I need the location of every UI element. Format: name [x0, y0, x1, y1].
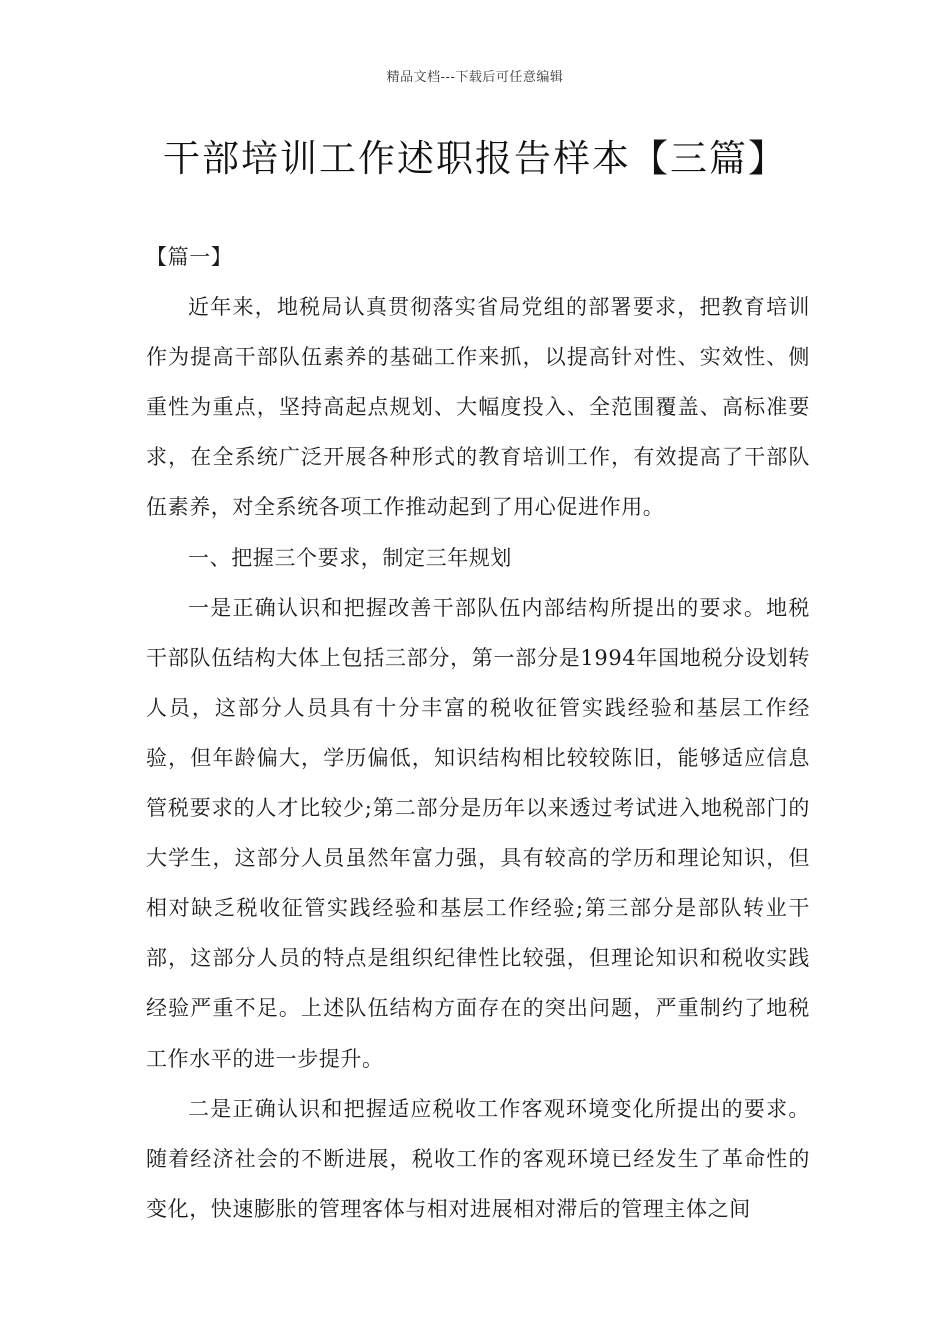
- paragraph-second-requirement: 二是正确认识和把握适应税收工作客观环境变化所提出的要求。随着经济社会的不断进展，税收工作的客观环境已经发生了革命性的变化，快速膨胀的管理客体与相对进展相对滞后的管理主体之间: [146, 1096, 810, 1221]
- header-note: 精品文档---下载后可任意编辑: [386, 70, 564, 85]
- section-label: 【篇一】: [146, 245, 233, 269]
- paragraph-intro: 近年来，地税局认真贯彻落实省局党组的部署要求，把教育培训作为提高干部队伍素养的基础工作来抓，以提高针对性、实效性、侧重性为重点，坚持高起点规划、大幅度投入、全范围覆盖、高标准要求，在全系统广泛开展各种形式的教育培训工作，有效提高了干部队伍素养，对全系统各项工作推动起到了用心促进作用。: [146, 295, 810, 520]
- paragraph-first-requirement: 一是正确认识和把握改善干部队伍内部结构所提出的要求。地税干部队伍结构大体上包括三部分，第一部分是1994年国地税分设划转人员，这部分人员具有十分丰富的税收征管实践经验和基层工作经验，但年龄偏大，学历偏低，知识结构相比较较陈旧，能够适应信息管税要求的人才比较少;第二部分是历年以来透过考试进入地税部门的大学生，这部分人员虽然年富力强，具有较高的学历和理论知识，但相对缺乏税收征管实践经验和基层工作经验;第三部分是部队转业干部，这部分人员的特点是组织纪律性比较强，但理论知识和税收实践经验严重不足。上述队伍结构方面存在的突出问题，严重制约了地税工作水平的进一步提升。: [146, 595, 810, 1071]
- section-heading: 一、把握三个要求，制定三年规划: [188, 545, 512, 570]
- document-body: [146, 232, 810, 1234]
- document-title: 干部培训工作述职报告样本【三篇】: [163, 137, 787, 180]
